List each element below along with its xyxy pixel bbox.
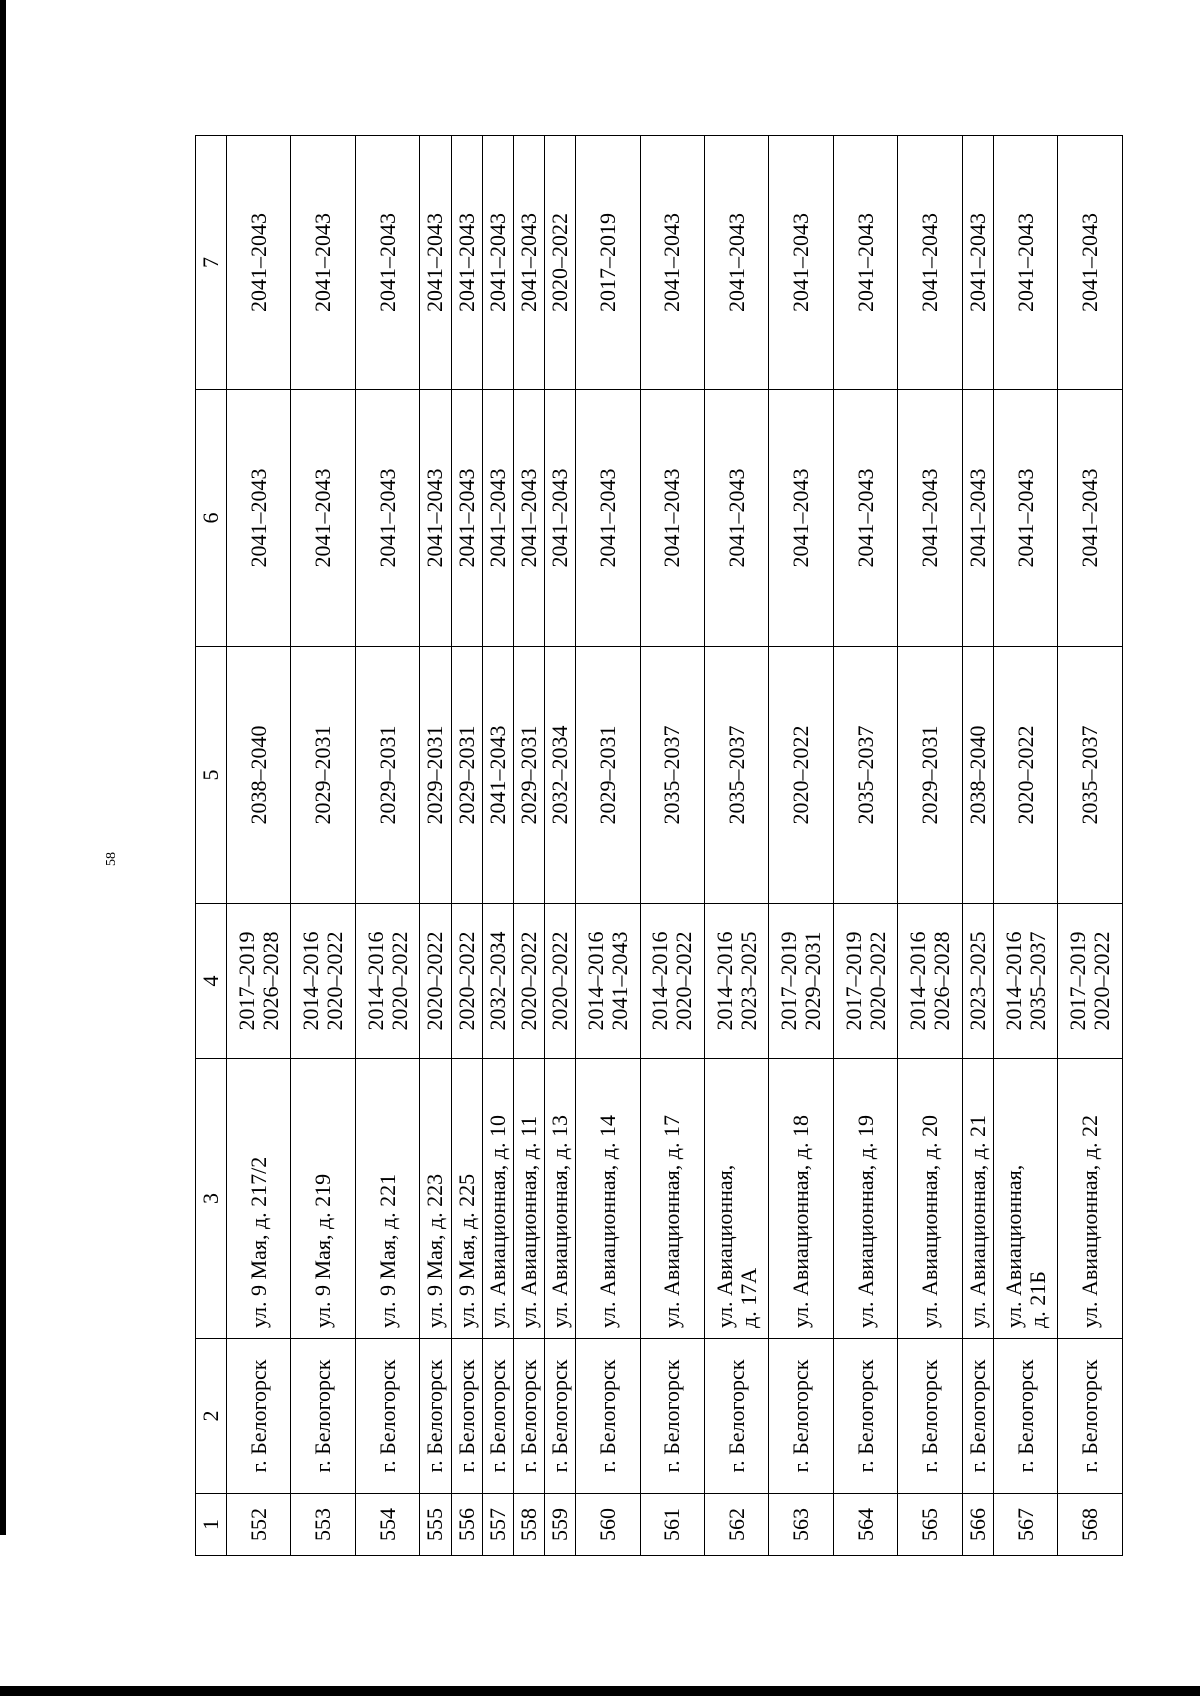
address-line: д. 21Б bbox=[1024, 1271, 1050, 1328]
period-line: 2020–2022 bbox=[671, 931, 697, 1031]
period-col6-cell: 2041–2043 bbox=[898, 390, 962, 647]
period-line: 2014–2016 bbox=[905, 931, 931, 1031]
period-col4-cell bbox=[576, 904, 640, 1059]
period-col4-cell bbox=[898, 904, 962, 1059]
period-col6-cell: 2041–2043 bbox=[291, 390, 355, 647]
period-line: 2014–2016 bbox=[647, 931, 673, 1031]
period-col7-cell: 2041–2043 bbox=[833, 136, 897, 390]
period-col7-cell: 2041–2043 bbox=[482, 136, 513, 390]
table-rotation-frame bbox=[195, 136, 1123, 1556]
address-cell bbox=[451, 1059, 482, 1339]
period-line: 2020–2022 bbox=[1089, 931, 1115, 1031]
address-line: д. 17А bbox=[735, 1267, 761, 1328]
address-cell bbox=[833, 1059, 897, 1339]
period-col7-cell: 2041–2043 bbox=[640, 136, 704, 390]
period-col5-cell: 2020–2022 bbox=[769, 647, 833, 904]
city-cell: г. Белогорск bbox=[640, 1339, 704, 1494]
period-line: 2041–2043 bbox=[606, 931, 632, 1031]
row-number-cell: 557 bbox=[482, 1494, 513, 1556]
period-col5-cell: 2035–2037 bbox=[704, 647, 768, 904]
page-number: 58 bbox=[104, 852, 119, 866]
address-line: ул. Авиационная, bbox=[711, 1164, 737, 1328]
table-row bbox=[291, 136, 355, 1556]
period-col5-cell: 2038–2040 bbox=[227, 647, 291, 904]
row-number-cell: 564 bbox=[833, 1494, 897, 1556]
header-cell: 2 bbox=[196, 1339, 227, 1494]
row-number-cell: 558 bbox=[513, 1494, 544, 1556]
row-number-cell: 555 bbox=[420, 1494, 451, 1556]
row-number-cell: 556 bbox=[451, 1494, 482, 1556]
period-col7-cell: 2017–2019 bbox=[576, 136, 640, 390]
period-col4-cell bbox=[227, 904, 291, 1059]
period-col6-cell: 2041–2043 bbox=[227, 390, 291, 647]
row-number-cell: 553 bbox=[291, 1494, 355, 1556]
city-cell: г. Белогорск bbox=[993, 1339, 1057, 1494]
period-col6-cell: 2041–2043 bbox=[993, 390, 1057, 647]
period-col7-cell: 2041–2043 bbox=[1058, 136, 1123, 390]
period-line: 2032–2034 bbox=[484, 931, 510, 1031]
period-line: 2020–2022 bbox=[386, 931, 412, 1031]
table-row bbox=[227, 136, 291, 1556]
header-cell: 1 bbox=[196, 1494, 227, 1556]
period-col7-cell: 2041–2043 bbox=[420, 136, 451, 390]
city-cell: г. Белогорск bbox=[482, 1339, 513, 1494]
period-col5-cell: 2029–2031 bbox=[898, 647, 962, 904]
period-col5-cell: 2029–2031 bbox=[576, 647, 640, 904]
table-row bbox=[769, 136, 833, 1556]
address-cell bbox=[993, 1059, 1057, 1339]
period-col5-cell: 2029–2031 bbox=[355, 647, 419, 904]
period-col6-cell: 2041–2043 bbox=[576, 390, 640, 647]
address-cell bbox=[1058, 1059, 1123, 1339]
period-line: 2020–2022 bbox=[515, 931, 541, 1031]
address-cell bbox=[482, 1059, 513, 1339]
row-number-cell: 560 bbox=[576, 1494, 640, 1556]
table-row bbox=[482, 136, 513, 1556]
city-cell: г. Белогорск bbox=[576, 1339, 640, 1494]
city-cell: г. Белогорск bbox=[291, 1339, 355, 1494]
period-col6-cell: 2041–2043 bbox=[513, 390, 544, 647]
table-row bbox=[993, 136, 1057, 1556]
address-cell bbox=[576, 1059, 640, 1339]
header-cell: 4 bbox=[196, 904, 227, 1059]
address-cell bbox=[355, 1059, 419, 1339]
row-number-cell: 566 bbox=[962, 1494, 993, 1556]
row-number-cell: 554 bbox=[355, 1494, 419, 1556]
table-body bbox=[227, 136, 1123, 1556]
table-row bbox=[544, 136, 575, 1556]
city-cell: г. Белогорск bbox=[544, 1339, 575, 1494]
city-cell: г. Белогорск bbox=[355, 1339, 419, 1494]
address-line: ул. Авиационная, д. 21 bbox=[964, 1115, 990, 1328]
period-col6-cell: 2041–2043 bbox=[833, 390, 897, 647]
period-col5-cell: 2029–2031 bbox=[420, 647, 451, 904]
period-col7-cell: 2041–2043 bbox=[227, 136, 291, 390]
header-cell: 3 bbox=[196, 1059, 227, 1339]
address-cell bbox=[513, 1059, 544, 1339]
table-row bbox=[576, 136, 640, 1556]
period-line: 2020–2022 bbox=[453, 931, 479, 1031]
row-number-cell: 559 bbox=[544, 1494, 575, 1556]
period-line: 2026–2028 bbox=[929, 931, 955, 1031]
table-row bbox=[704, 136, 768, 1556]
address-line: ул. 9 Мая, д. 217/2 bbox=[245, 1156, 271, 1328]
address-cell bbox=[898, 1059, 962, 1339]
address-line: ул. Авиационная, д. 17 bbox=[659, 1115, 685, 1328]
period-col7-cell: 2041–2043 bbox=[355, 136, 419, 390]
period-col4-cell bbox=[355, 904, 419, 1059]
address-line: ул. 9 Мая, д. 219 bbox=[310, 1173, 336, 1328]
period-line: 2035–2037 bbox=[1024, 931, 1050, 1031]
header-row bbox=[196, 136, 227, 1556]
city-cell: г. Белогорск bbox=[769, 1339, 833, 1494]
row-number-cell: 568 bbox=[1058, 1494, 1123, 1556]
period-line: 2026–2028 bbox=[257, 931, 283, 1031]
period-col4-cell bbox=[704, 904, 768, 1059]
period-col4-cell bbox=[482, 904, 513, 1059]
period-col5-cell: 2035–2037 bbox=[1058, 647, 1123, 904]
city-cell: г. Белогорск bbox=[704, 1339, 768, 1494]
address-cell bbox=[544, 1059, 575, 1339]
period-col6-cell: 2041–2043 bbox=[640, 390, 704, 647]
period-col6-cell: 2041–2043 bbox=[420, 390, 451, 647]
row-number-cell: 565 bbox=[898, 1494, 962, 1556]
table-row bbox=[355, 136, 419, 1556]
period-col5-cell: 2029–2031 bbox=[291, 647, 355, 904]
table-row bbox=[420, 136, 451, 1556]
schedule-table bbox=[195, 135, 1123, 1556]
address-line: ул. Авиационная, д. 10 bbox=[484, 1115, 510, 1328]
period-line: 2017–2019 bbox=[233, 931, 259, 1031]
period-line: 2014–2016 bbox=[711, 931, 737, 1031]
period-col4-cell bbox=[451, 904, 482, 1059]
row-number-cell: 552 bbox=[227, 1494, 291, 1556]
period-col4-cell bbox=[833, 904, 897, 1059]
period-line: 2017–2019 bbox=[840, 931, 866, 1031]
period-col7-cell: 2041–2043 bbox=[513, 136, 544, 390]
table-row bbox=[898, 136, 962, 1556]
period-line: 2014–2016 bbox=[582, 931, 608, 1031]
period-line: 2020–2022 bbox=[864, 931, 890, 1031]
period-line: 2023–2025 bbox=[964, 931, 990, 1031]
period-line: 2014–2016 bbox=[362, 931, 388, 1031]
address-line: ул. Авиационная, д. 22 bbox=[1077, 1115, 1103, 1328]
period-col6-cell: 2041–2043 bbox=[451, 390, 482, 647]
period-col7-cell: 2041–2043 bbox=[993, 136, 1057, 390]
address-line: ул. Авиационная, д. 14 bbox=[594, 1115, 620, 1328]
period-col4-cell bbox=[420, 904, 451, 1059]
table-rotated-container bbox=[195, 136, 1123, 1556]
row-number-cell: 563 bbox=[769, 1494, 833, 1556]
row-number-cell: 561 bbox=[640, 1494, 704, 1556]
period-col6-cell: 2041–2043 bbox=[1058, 390, 1123, 647]
city-cell: г. Белогорск bbox=[898, 1339, 962, 1494]
address-cell bbox=[704, 1059, 768, 1339]
address-line: ул. Авиационная, д. 13 bbox=[546, 1115, 572, 1328]
period-col6-cell: 2041–2043 bbox=[355, 390, 419, 647]
table-row bbox=[962, 136, 993, 1556]
address-line: ул. Авиационная, д. 11 bbox=[515, 1115, 541, 1328]
period-col4-cell bbox=[769, 904, 833, 1059]
city-cell: г. Белогорск bbox=[513, 1339, 544, 1494]
city-cell: г. Белогорск bbox=[962, 1339, 993, 1494]
address-cell bbox=[962, 1059, 993, 1339]
address-cell bbox=[420, 1059, 451, 1339]
header-cell: 5 bbox=[196, 647, 227, 904]
period-col4-cell bbox=[513, 904, 544, 1059]
period-line: 2020–2022 bbox=[322, 931, 348, 1031]
period-col6-cell: 2041–2043 bbox=[482, 390, 513, 647]
address-line: ул. 9 Мая, д. 221 bbox=[374, 1173, 400, 1328]
address-line: ул. Авиационная, д. 18 bbox=[788, 1115, 814, 1328]
period-col6-cell: 2041–2043 bbox=[769, 390, 833, 647]
period-col4-cell bbox=[544, 904, 575, 1059]
address-line: ул. 9 Мая, д. 223 bbox=[422, 1173, 448, 1328]
period-col5-cell: 2029–2031 bbox=[451, 647, 482, 904]
period-line: 2020–2022 bbox=[546, 931, 572, 1031]
period-col5-cell: 2041–2043 bbox=[482, 647, 513, 904]
address-cell bbox=[769, 1059, 833, 1339]
city-cell: г. Белогорск bbox=[420, 1339, 451, 1494]
address-cell bbox=[640, 1059, 704, 1339]
address-line: ул. 9 Мая, д. 225 bbox=[453, 1173, 479, 1328]
header-cell: 7 bbox=[196, 136, 227, 390]
period-line: 2020–2022 bbox=[422, 931, 448, 1031]
row-number-cell: 567 bbox=[993, 1494, 1057, 1556]
period-col5-cell: 2035–2037 bbox=[833, 647, 897, 904]
period-line: 2017–2019 bbox=[1065, 931, 1091, 1031]
period-col6-cell: 2041–2043 bbox=[962, 390, 993, 647]
period-col7-cell: 2041–2043 bbox=[704, 136, 768, 390]
period-col5-cell: 2020–2022 bbox=[993, 647, 1057, 904]
table-row bbox=[640, 136, 704, 1556]
period-line: 2014–2016 bbox=[298, 931, 324, 1031]
period-col4-cell bbox=[993, 904, 1057, 1059]
period-line: 2017–2019 bbox=[776, 931, 802, 1031]
period-line: 2023–2025 bbox=[735, 931, 761, 1031]
period-col5-cell: 2029–2031 bbox=[513, 647, 544, 904]
period-col7-cell: 2041–2043 bbox=[898, 136, 962, 390]
period-col4-cell bbox=[962, 904, 993, 1059]
city-cell: г. Белогорск bbox=[227, 1339, 291, 1494]
period-col7-cell: 2020–2022 bbox=[544, 136, 575, 390]
address-line: ул. Авиационная, д. 20 bbox=[917, 1115, 943, 1328]
period-col6-cell: 2041–2043 bbox=[704, 390, 768, 647]
period-col7-cell: 2041–2043 bbox=[962, 136, 993, 390]
period-col4-cell bbox=[640, 904, 704, 1059]
table-row bbox=[1058, 136, 1123, 1556]
period-col7-cell: 2041–2043 bbox=[769, 136, 833, 390]
period-col4-cell bbox=[1058, 904, 1123, 1059]
period-col5-cell: 2035–2037 bbox=[640, 647, 704, 904]
period-col6-cell: 2041–2043 bbox=[544, 390, 575, 647]
period-col5-cell: 2038–2040 bbox=[962, 647, 993, 904]
city-cell: г. Белогорск bbox=[451, 1339, 482, 1494]
address-line: ул. Авиационная, д. 19 bbox=[852, 1115, 878, 1328]
period-line: 2014–2016 bbox=[1000, 931, 1026, 1031]
city-cell: г. Белогорск bbox=[833, 1339, 897, 1494]
period-col4-cell bbox=[291, 904, 355, 1059]
period-col7-cell: 2041–2043 bbox=[451, 136, 482, 390]
scan-edge-bottom bbox=[0, 1686, 1200, 1696]
scan-edge-left bbox=[0, 0, 6, 1535]
period-line: 2029–2031 bbox=[800, 931, 826, 1031]
period-col7-cell: 2041–2043 bbox=[291, 136, 355, 390]
header-cell: 6 bbox=[196, 390, 227, 647]
address-line: ул. Авиационная, bbox=[1000, 1164, 1026, 1328]
address-cell bbox=[227, 1059, 291, 1339]
address-cell bbox=[291, 1059, 355, 1339]
city-cell: г. Белогорск bbox=[1058, 1339, 1123, 1494]
table-row bbox=[451, 136, 482, 1556]
table-row bbox=[513, 136, 544, 1556]
period-col5-cell: 2032–2034 bbox=[544, 647, 575, 904]
table-row bbox=[833, 136, 897, 1556]
row-number-cell: 562 bbox=[704, 1494, 768, 1556]
